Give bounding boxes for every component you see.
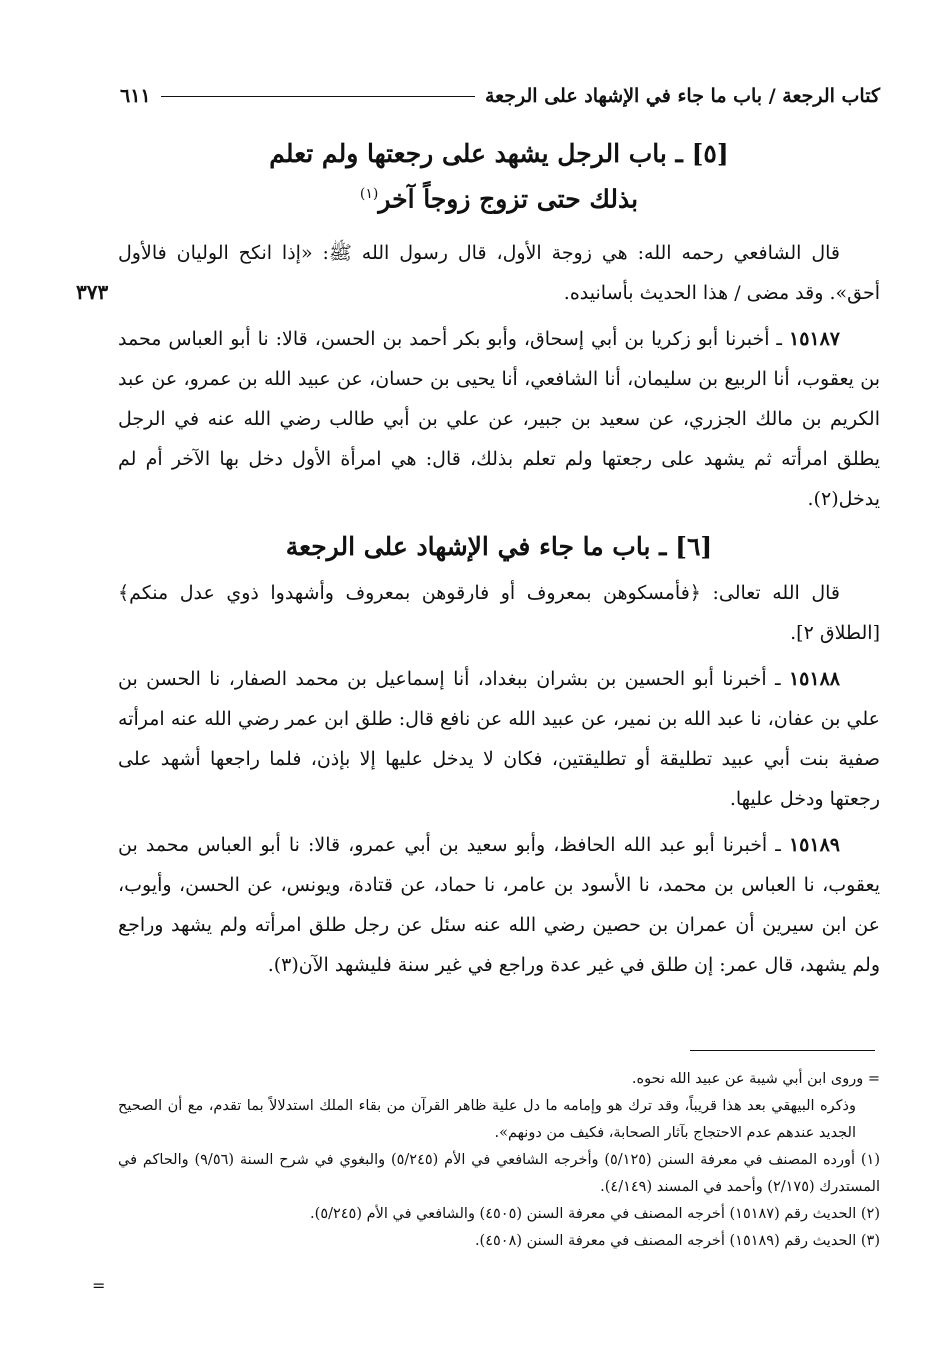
main-text [118, 134, 880, 985]
footnote-continues-mark: = [92, 1276, 106, 1295]
header-title: كتاب الرجعة / باب ما جاء في الإشهاد على الرجعة [484, 85, 880, 107]
hadith-15189 [118, 825, 880, 985]
hadith-15187 [118, 319, 880, 519]
footnote-2: (٢) الحديث رقم (١٥١٨٧) أخرجه المصنف في معرفة السنن (٤٥٠٥) والشافعي في الأم (٥/٢٤٥). [310, 1206, 880, 1222]
footnote-continuation-comment: وذكره البيهقي بعد هذا قريباً، وقد ترك هو وإمامه ما دل علية ظاهر القرآن من بقاء الملك استدلالاً بما تقدم، مع أن الصحيح الجديد عندهم عدم الاحتجاج بآثار الصحابة، فكيف من دونهم». [118, 1098, 856, 1141]
hadith-number: ١٥١٨٧ [788, 328, 841, 351]
section-5-heading-line1: [٥] ـ باب الرجل يشهد على رجعتها ولم تعلم [269, 139, 729, 168]
section-5-intro: قال الشافعي رحمه الله: هي زوجة الأول، قال رسول الله ﷺ: «إذا انكح الوليان فالأول أحق». وقد مضى / هذا الحديث بأسانيده. [118, 242, 880, 305]
footnote-ref-1: (١) [359, 186, 379, 202]
page-number: ٦١١ [120, 85, 151, 107]
hadith-text: ـ أخبرنا أبو زكريا بن أبي إسحاق، وأبو بكر أحمد بن الحسن، قالا: نا أبو العباس محمد بن يعقوب، أنا الربيع بن سليمان، أنا الشافعي، أنا يحيى بن حسان، عن عبيد الله بن عمرو، عن عبد الكريم بن مالك الجزري، عن سعيد بن جبير، عن علي بن أبي طالب رضي الله عنه في الرجل يطلق امرأته ثم يشهد على رجعتها ولم تعلم بذلك، قال: هي امرأة الأول دخل بها الآخر أم لم يدخل(٢). [118, 328, 880, 511]
footnote-continuation: = وروى ابن أبي شيبة عن عبيد الله نحوه. [631, 1071, 880, 1087]
hadith-text: ـ أخبرنا أبو الحسين بن بشران ببغداد، أنا إسماعيل بن محمد الصفار، نا الحسن بن علي بن عفان، نا عبد الله بن نمير، عن عبيد الله عن نافع قال: طلق ابن عمر رضي الله عنه امرأته صفية بنت أبي عبيد تطليقة أو تطليقتين، فكان لا يدخل عليها إلا بإذن، فلما راجعها أشهد على رجعتها ودخل عليها. [118, 668, 880, 811]
section-6-heading: [٦] ـ باب ما جاء في الإشهاد على الرجعة [285, 532, 713, 562]
footnote-1: (١) أورده المصنف في معرفة السنن (٥/١٢٥) وأخرجه الشافعي في الأم (٥/٢٤٥) والبغوي في شرح السنة (٩/٥٦) والحاكم في المستدرك (٢/١٧٥) وأحمد في المسند (٤/١٤٩). [118, 1152, 881, 1195]
footnotes [118, 1066, 880, 1255]
section-5-heading-line2: بذلك حتى تزوج زوجاً آخر [378, 184, 639, 214]
section-6-intro: قال الله تعالى: ﴿فأمسكوهن بمعروف أو فارقوهن بمعروف وأشهدوا ذوي عدل منكم﴾ [الطلاق ٢]. [118, 582, 880, 645]
footnote-3: (٣) الحديث رقم (١٥١٨٩) أخرجه المصنف في معرفة السنن (٤٥٠٨). [474, 1233, 880, 1249]
hadith-number: ١٥١٨٨ [788, 668, 840, 691]
hadith-number: ١٥١٨٩ [788, 834, 840, 857]
running-header [120, 80, 880, 112]
margin-page-reference: ٣٧٣ [76, 280, 109, 304]
hadith-15188 [118, 659, 880, 819]
hadith-text: ـ أخبرنا أبو عبد الله الحافظ، وأبو سعيد بن أبي عمرو، قالا: نا أبو العباس محمد بن يعقوب، نا العباس بن محمد، نا الأسود بن عامر، نا حماد، عن قتادة، ويونس، عن الحسن، وأيوب، عن ابن سيرين أن عمران بن حصين رضي الله عنه سئل عن رجل طلق امرأته ولم يشهد وراجع ولم يشهد، قال عمر: إن طلق في غير عدة وراجع في غير سنة فليشهد الآن(٣). [118, 834, 880, 977]
section-5-heading [118, 134, 880, 219]
footnote-separator [690, 1050, 875, 1051]
header-rule [161, 96, 475, 97]
